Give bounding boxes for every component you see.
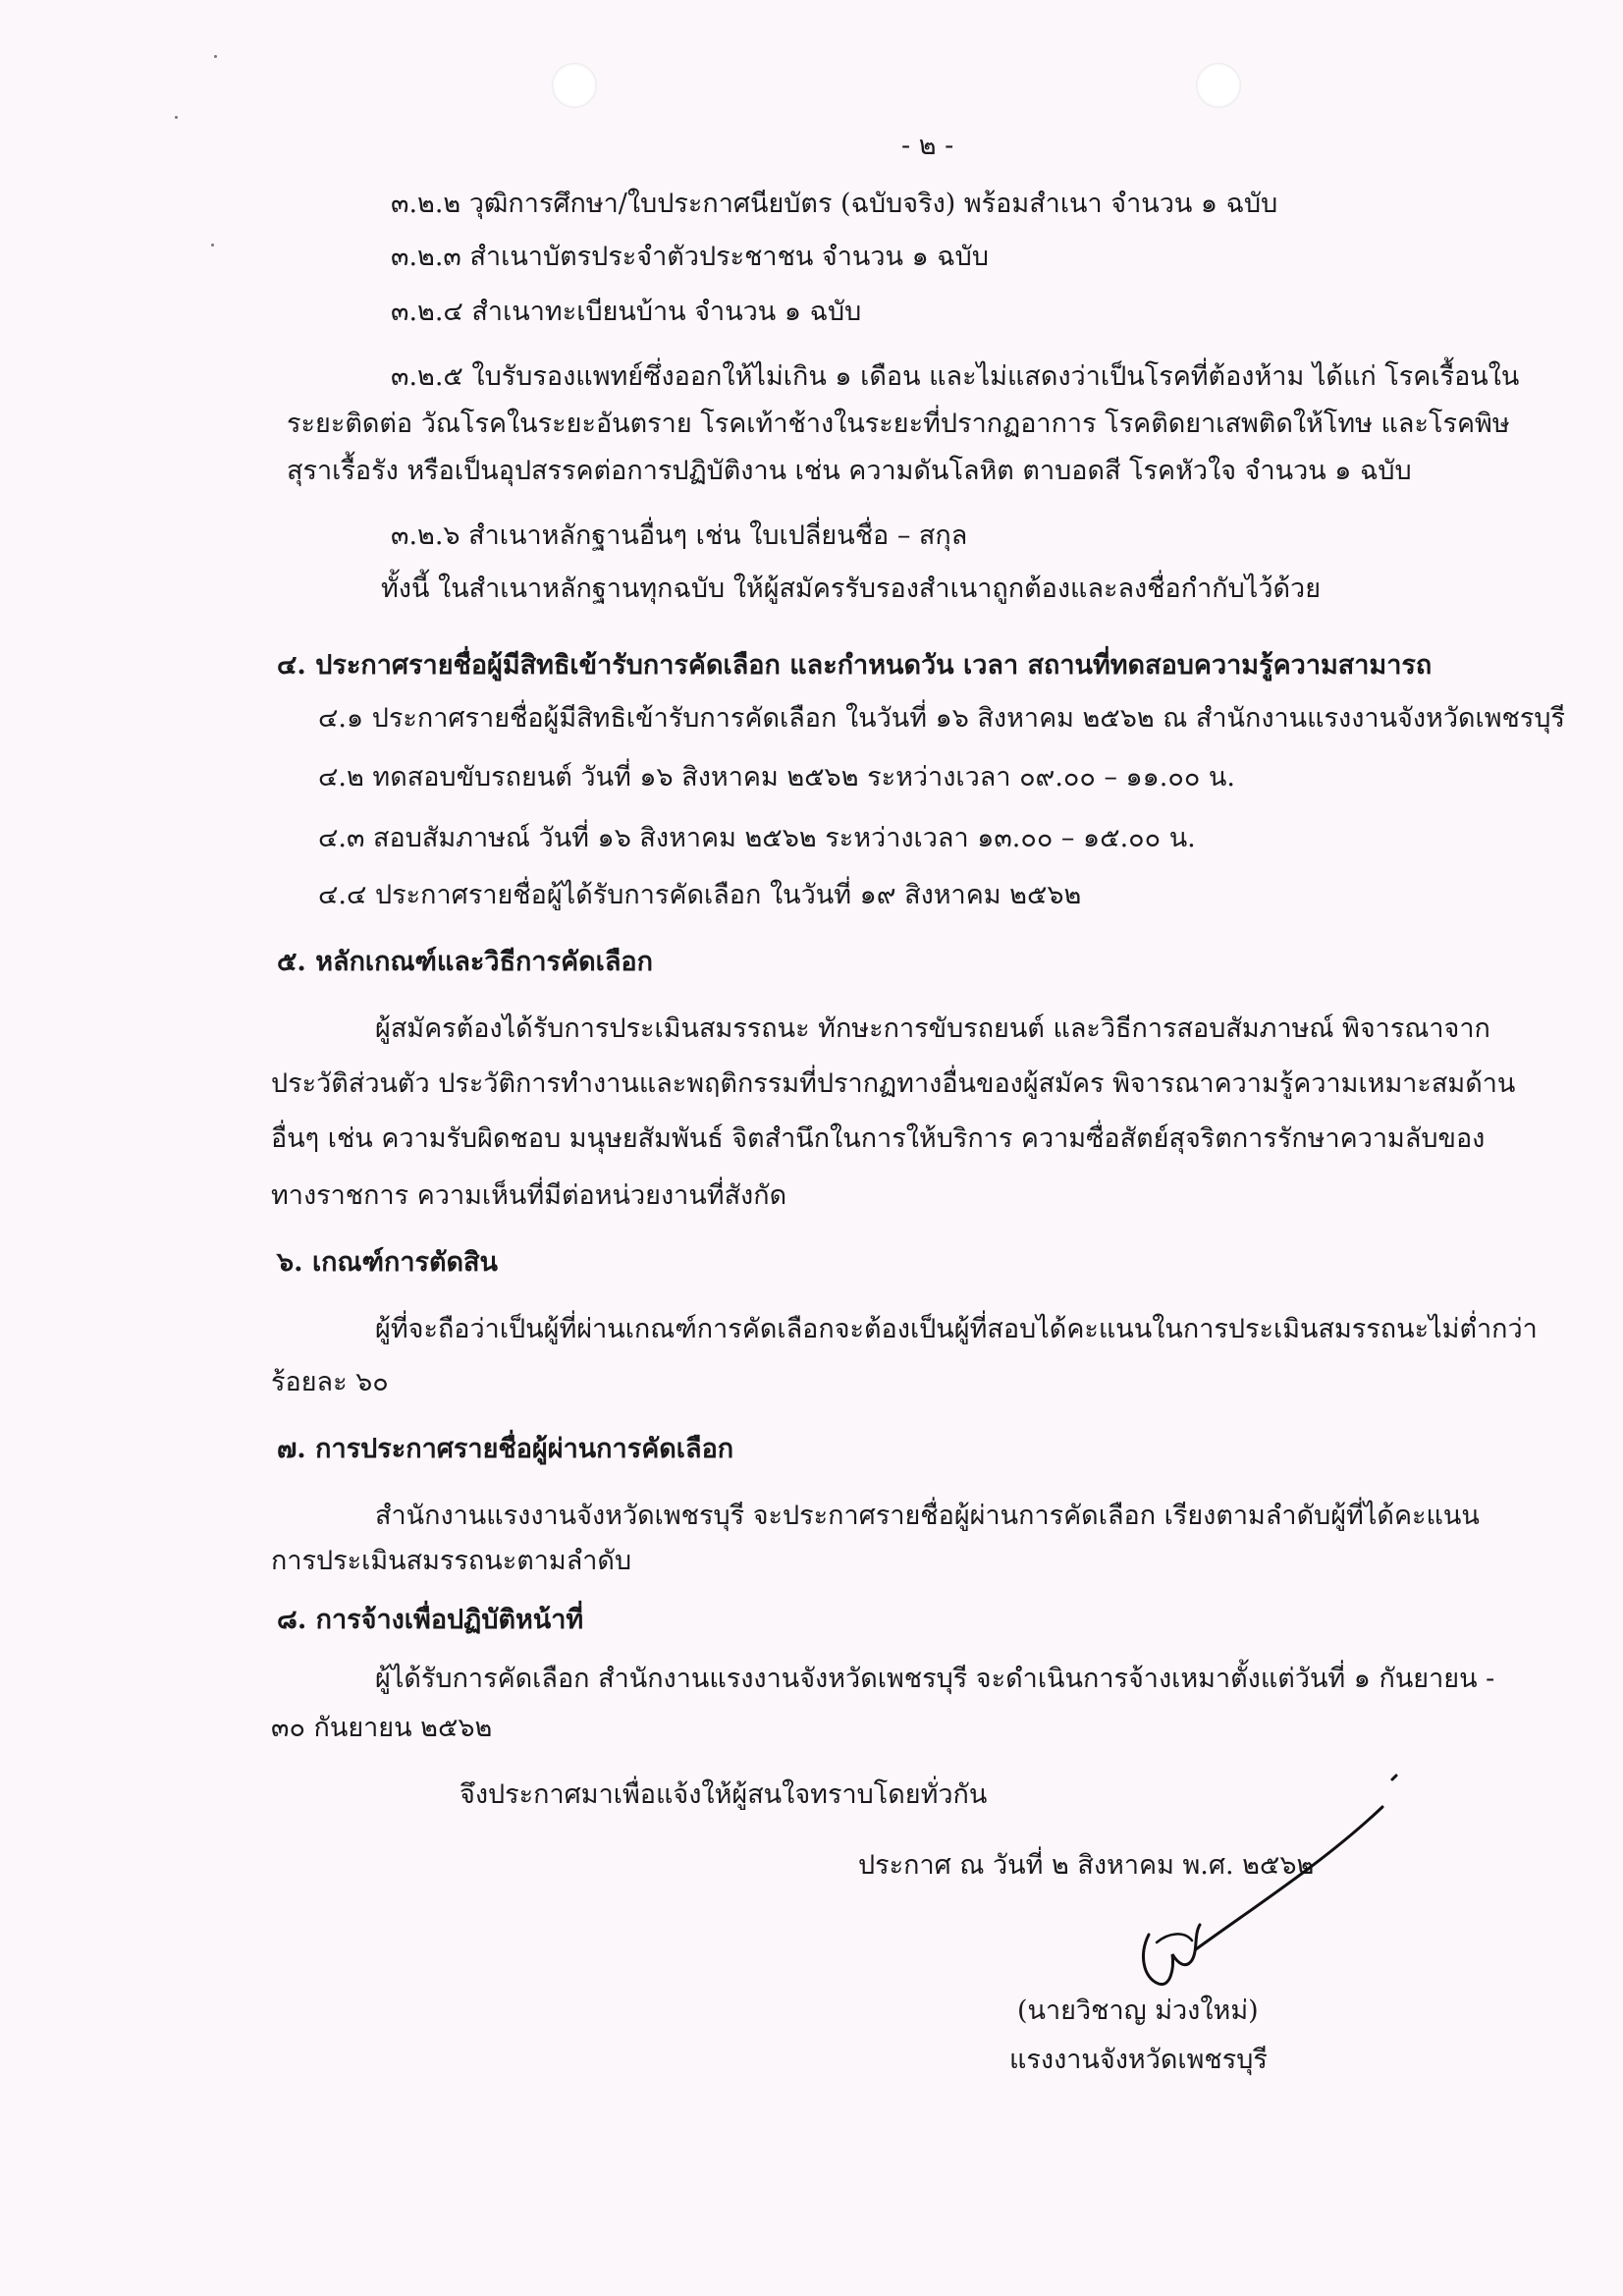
punch-hole-right <box>1196 63 1241 108</box>
section-7-line1: สำนักงานแรงงานจังหวัดเพชรบุรี จะประกาศรายชื่อผู้ผ่านการคัดเลือก เรียงตามลำดับผู้ที่ได้คะแนน <box>375 1501 1480 1531</box>
closing-statement: จึงประกาศมาเพื่อแจ้งให้ผู้สนใจทราบโดยทั่วกัน <box>460 1779 988 1810</box>
punch-hole-left <box>552 63 597 108</box>
item-3-2-5-line1: ๓.๒.๕ ใบรับรองแพทย์ซึ่งออกให้ไม่เกิน ๑ เดือน และไม่แสดงว่าเป็นโรคที่ต้องห้าม ได้แก่ โรคเรื้อนใน <box>391 361 1520 392</box>
item-3-2-3: ๓.๒.๓ สำเนาบัตรประจำตัวประชาชน จำนวน ๑ ฉบับ <box>391 242 989 272</box>
section-8-heading: ๘. การจ้างเพื่อปฏิบัติหน้าที่ <box>277 1605 584 1635</box>
section-8-line2: ๓๐ กันยายน ๒๕๖๒ <box>271 1713 493 1743</box>
section-6-line1: ผู้ที่จะถือว่าเป็นผู้ที่ผ่านเกณฑ์การคัดเลือกจะต้องเป็นผู้ที่สอบได้คะแนนในการประเมินสมรรถนะไม่ต่ำกว่า <box>375 1314 1538 1344</box>
section-7-line2: การประเมินสมรรถนะตามลำดับ <box>271 1546 632 1576</box>
note-3: ทั้งนี้ ในสำเนาหลักฐานทุกฉบับ ให้ผู้สมัครรับรองสำเนาถูกต้องและลงชื่อกำกับไว้ด้วย <box>381 574 1322 604</box>
item-3-2-5-line3: สุราเรื้อรัง หรือเป็นอุปสรรคต่อการปฏิบัติงาน เช่น ความดันโลหิต ตาบอดสี โรคหัวใจ จำนวน ๑ ฉบับ <box>287 456 1412 486</box>
item-3-2-6: ๓.๒.๖ สำเนาหลักฐานอื่นๆ เช่น ใบเปลี่ยนชื่อ – สกุล <box>391 520 968 551</box>
section-6-heading: ๖. เกณฑ์การตัดสิน <box>277 1247 498 1278</box>
item-4-3: ๔.๓ สอบสัมภาษณ์ วันที่ ๑๖ สิงหาคม ๒๕๖๒ ระหว่างเวลา ๑๓.๐๐ – ๑๕.๐๐ น. <box>318 823 1196 853</box>
section-4-heading: ๔. ประกาศรายชื่อผู้มีสิทธิเข้ารับการคัดเลือก และกำหนดวัน เวลา สถานที่ทดสอบความรู้ความสามารถ <box>277 650 1433 681</box>
signatory-title: แรงงานจังหวัดเพชรบุรี <box>1009 2045 1268 2075</box>
section-5-line2: ประวัติส่วนตัว ประวัติการทำงานและพฤติกรรมที่ปรากฏทางอื่นของผู้สมัคร พิจารณาความรู้ความเหมาะสมด้าน <box>271 1068 1516 1099</box>
section-8-line1: ผู้ได้รับการคัดเลือก สำนักงานแรงงานจังหวัดเพชรบุรี จะดำเนินการจ้างเหมาตั้งแต่วันที่ ๑ กันยายน - <box>375 1664 1495 1694</box>
page-number: - ๒ - <box>901 131 954 161</box>
section-5-line4: ทางราชการ ความเห็นที่มีต่อหน่วยงานที่สังกัด <box>271 1180 787 1211</box>
section-5-heading: ๕. หลักเกณฑ์และวิธีการคัดเลือก <box>277 947 653 977</box>
item-4-1: ๔.๑ ประกาศรายชื่อผู้มีสิทธิเข้ารับการคัดเลือก ในวันที่ ๑๖ สิงหาคม ๒๕๖๒ ณ สำนักงานแรงงานจังหวัดเพชรบุรี <box>318 703 1566 734</box>
scan-speck <box>175 116 178 119</box>
item-3-2-5-line2: ระยะติดต่อ วัณโรคในระยะอันตราย โรคเท้าช้างในระยะที่ปรากฏอาการ โรคติดยาเสพติดให้โทษ และโรคพิษ <box>287 409 1510 439</box>
section-5-line1: ผู้สมัครต้องได้รับการประเมินสมรรถนะ ทักษะการขับรถยนต์ และวิธีการสอบสัมภาษณ์ พิจารณาจาก <box>375 1013 1490 1044</box>
signatory-name: (นายวิชาญ ม่วงใหม่) <box>1017 1995 1259 2026</box>
signature-mark <box>1109 1768 1404 2023</box>
item-4-2: ๔.๒ ทดสอบขับรถยนต์ วันที่ ๑๖ สิงหาคม ๒๕๖๒ ระหว่างเวลา ๐๙.๐๐ – ๑๑.๐๐ น. <box>318 762 1235 793</box>
item-3-2-2: ๓.๒.๒ วุฒิการศึกษา/ใบประกาศนียบัตร (ฉบับจริง) พร้อมสำเนา จำนวน ๑ ฉบับ <box>391 189 1278 219</box>
section-7-heading: ๗. การประกาศรายชื่อผู้ผ่านการคัดเลือก <box>277 1434 734 1464</box>
item-4-4: ๔.๔ ประกาศรายชื่อผู้ได้รับการคัดเลือก ในวันที่ ๑๙ สิงหาคม ๒๕๖๒ <box>318 880 1082 910</box>
section-5-line3: อื่นๆ เช่น ความรับผิดชอบ มนุษยสัมพันธ์ จิตสำนึกในการให้บริการ ความซื่อสัตย์สุจริตการรักษาความลับของ <box>271 1123 1486 1154</box>
scan-speck <box>211 244 214 246</box>
section-6-line2: ร้อยละ ๖๐ <box>271 1367 389 1397</box>
item-3-2-4: ๓.๒.๔ สำเนาทะเบียนบ้าน จำนวน ๑ ฉบับ <box>391 297 862 327</box>
scan-speck <box>214 55 217 58</box>
announcement-date: ประกาศ ณ วันที่ ๒ สิงหาคม พ.ศ. ๒๕๖๒ <box>858 1850 1315 1881</box>
